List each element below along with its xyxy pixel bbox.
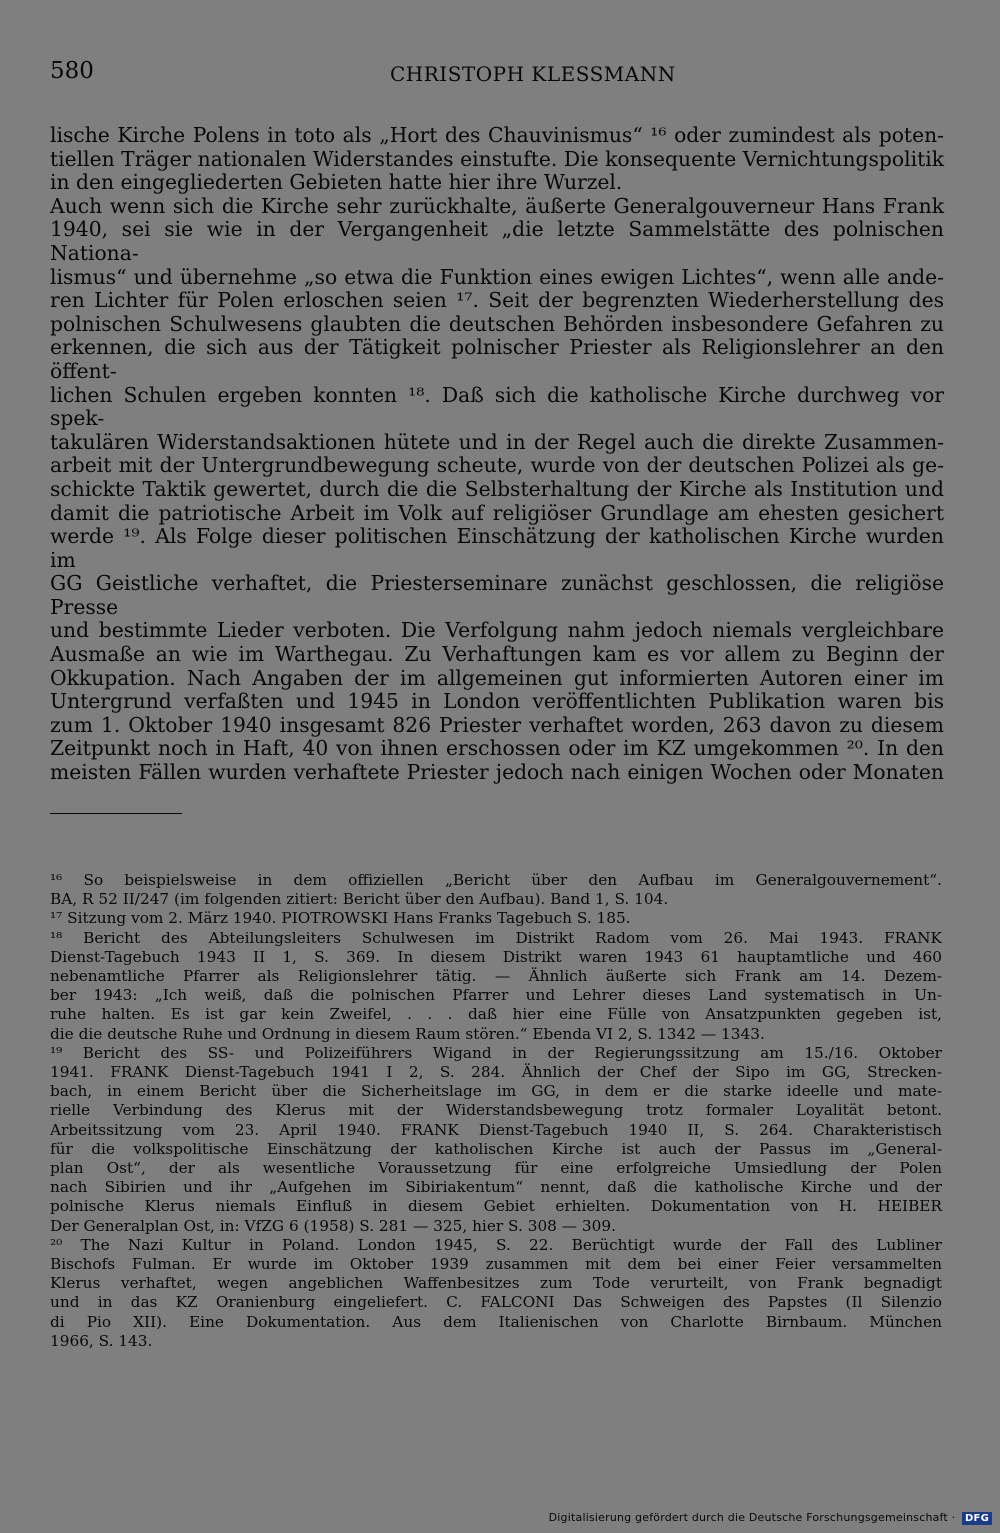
body-line: Okkupation. Nach Angaben der im allgemeinen gut informierten Autoren einer im: [50, 665, 944, 690]
body-text: [50, 124, 944, 785]
body-line: Untergrund verfaßten und 1945 in London veröffentlichten Publikation waren bis: [50, 689, 944, 714]
footnote-line: di Pio XII). Eine Dokumentation. Aus dem Italienischen von Charlotte Birnbaum. München: [50, 1312, 942, 1331]
footnote-line: rielle Verbindung des Klerus mit der Widerstandsbewegung trotz formaler Loyalität betont.: [50, 1101, 942, 1120]
body-line: arbeit mit der Untergrundbewegung scheute, wurde von der deutschen Polizei als ge-: [50, 453, 944, 478]
body-line: meisten Fällen wurden verhaftete Priester jedoch nach einigen Wochen oder Monaten: [50, 760, 944, 785]
footnote-line: ²⁰ The Nazi Kultur in Poland. London 1945, S. 22. Berüchtigt wurde der Fall des Lubliner: [50, 1235, 942, 1254]
body-line: polnischen Schulwesens glaubten die deutschen Behörden insbesondere Gefahren zu: [50, 311, 944, 336]
footnote-line: BA, R 52 II/247 (im folgenden zitiert: Bericht über den Aufbau). Band 1, S. 104.: [50, 890, 669, 909]
footnote-line: für die volkspolitische Einschätzung der katholischen Kirche ist auch der Passus im „General-: [50, 1139, 942, 1158]
body-line: lichen Schulen ergeben konnten ¹⁸. Daß sich die katholische Kirche durchweg vor spek-: [50, 382, 944, 431]
body-line: lische Kirche Polens in toto als „Hort des Chauvinismus“ ¹⁶ oder zumindest als poten-: [50, 123, 944, 147]
footnote-line: polnische Klerus niemals Einfluß in diesem Gebiet erhielten. Dokumentation von H. HEIBER: [50, 1197, 942, 1216]
footnote-line: bach, in einem Bericht über die Sicherheitslage im GG, in dem er die starke ideelle und mate-: [50, 1082, 942, 1101]
footnotes: [50, 871, 942, 1351]
body-line: werde ¹⁹. Als Folge dieser politischen Einschätzung der katholischen Kirche wurden im: [50, 524, 944, 572]
body-line: Auch wenn sich die Kirche sehr zurückhalte, äußerte Generalgouverneur Hans Frank: [50, 193, 944, 218]
footnote-line: nach Sibirien und ihr „Aufgehen im Sibiriakentum“ nennt, daß die katholische Kirche und der: [50, 1178, 942, 1197]
body-line: zum 1. Oktober 1940 insgesamt 826 Priester verhaftet worden, 263 davon zu diesem: [50, 712, 944, 737]
body-line: erkennen, die sich aus der Tätigkeit polnischer Priester als Religionslehrer an den öffent-: [50, 335, 944, 383]
footer-text: Digitalisierung gefördert durch die Deutsche Forschungsgemeinschaft ·: [548, 1511, 956, 1524]
footnote-rule: [50, 813, 182, 814]
body-line: 1940, sei sie wie in der Vergangenheit „die letzte Sammelstätte des polnischen Nationa-: [50, 217, 944, 265]
body-line: Ausmaße an wie im Warthegau. Zu Verhaftungen kam es vor allem zu Beginn der: [50, 642, 944, 667]
body-line: schickte Taktik gewertet, durch die die Selbsterhaltung der Kirche als Institution und: [50, 476, 944, 501]
footnote-line: und in das KZ Oranienburg eingeliefert. C. FALCONI Das Schweigen des Papstes (Il Silenzio: [50, 1293, 942, 1312]
footer: [549, 1511, 992, 1525]
footnote-line: Klerus verhaftet, wegen angeblichen Waffenbesitzes zum Tode verurteilt, von Frank begnadigt: [50, 1274, 942, 1293]
page-number: 580: [50, 58, 94, 84]
footnote-line: Arbeitssitzung vom 23. April 1940. FRANK Dienst-Tagebuch 1940 II, S. 264. Charakteristisch: [50, 1120, 942, 1139]
footnote-line: Der Generalplan Ost, in: VfZG 6 (1958) S. 281 — 325, hier S. 308 — 309.: [50, 1216, 616, 1235]
body-line: ren Lichter für Polen erloschen seien ¹⁷. Seit der begrenzten Wiederherstellung des: [50, 288, 944, 313]
body-line: tiellen Träger nationalen Widerstandes einstufte. Die konsequente Vernichtungspolitik: [50, 146, 944, 171]
running-head: CHRISTOPH KLESSMANN: [390, 62, 676, 86]
footnote-line: Bischofs Fulman. Er wurde im Oktober 1939 zusammen mit dem bei einer Feier versammelten: [50, 1255, 942, 1274]
body-line: in den eingegliederten Gebieten hatte hier ihre Wurzel.: [50, 170, 623, 195]
footnote-line: 1966, S. 143.: [50, 1331, 153, 1350]
body-line: lismus“ und übernehme „so etwa die Funktion eines ewigen Lichtes“, wenn alle ande-: [50, 264, 944, 289]
footnote-line: plan Ost“, der als wesentliche Voraussetzung für eine erfolgreiche Umsiedlung der Polen: [50, 1159, 942, 1178]
footnote-line: ber 1943: „Ich weiß, daß die polnischen Pfarrer und Lehrer dieses Land systematisch in Un-: [50, 986, 942, 1005]
dfg-logo: DFG: [962, 1512, 992, 1525]
body-line: und bestimmte Lieder verboten. Die Verfolgung nahm jedoch niemals vergleichbare: [50, 618, 944, 643]
body-line: GG Geistliche verhaftet, die Priesterseminare zunächst geschlossen, die religiöse Presse: [50, 571, 944, 619]
footnote-line: Dienst-Tagebuch 1943 II 1, S. 369. In diesem Distrikt waren 1943 61 hauptamtliche und 460: [50, 947, 942, 966]
footnote-line: nebenamtliche Pfarrer als Religionslehrer tätig. — Ähnlich äußerte sich Frank am 14. Dezem-: [50, 967, 942, 986]
footnote-line: ¹⁸ Bericht des Abteilungsleiters Schulwesen im Distrikt Radom vom 26. Mai 1943. FRANK: [50, 928, 942, 947]
footnote-line: 1941. FRANK Dienst-Tagebuch 1941 I 2, S. 284. Ähnlich der Chef der Sipo im GG, Strecken-: [50, 1063, 942, 1082]
body-line: Zeitpunkt noch in Haft, 40 von ihnen erschossen oder im KZ umgekommen ²⁰. In den: [50, 736, 944, 761]
footnote-line: ¹⁹ Bericht des SS- und Polizeiführers Wigand in der Regierungssitzung am 15./16. Oktober: [50, 1043, 942, 1062]
body-line: takulären Widerstandsaktionen hütete und in der Regel auch die direkte Zusammen-: [50, 429, 944, 454]
footnote-line: ruhe halten. Es ist gar kein Zweifel, . . . daß hier eine Fülle von Ansatzpunkten gegeben ist,: [50, 1005, 942, 1024]
footnote-line: ¹⁷ Sitzung vom 2. März 1940. PIOTROWSKI Hans Franks Tagebuch S. 185.: [50, 909, 631, 928]
body-line: damit die patriotische Arbeit im Volk auf religiöser Grundlage am ehesten gesichert: [50, 500, 944, 525]
footnote-line: die die deutsche Ruhe und Ordnung in diesem Raum stören.“ Ebenda VI 2, S. 1342 — 1343.: [50, 1024, 765, 1043]
footnote-line: ¹⁶ So beispielsweise in dem offiziellen „Bericht über den Aufbau im Generalgouvernement“.: [50, 871, 942, 889]
